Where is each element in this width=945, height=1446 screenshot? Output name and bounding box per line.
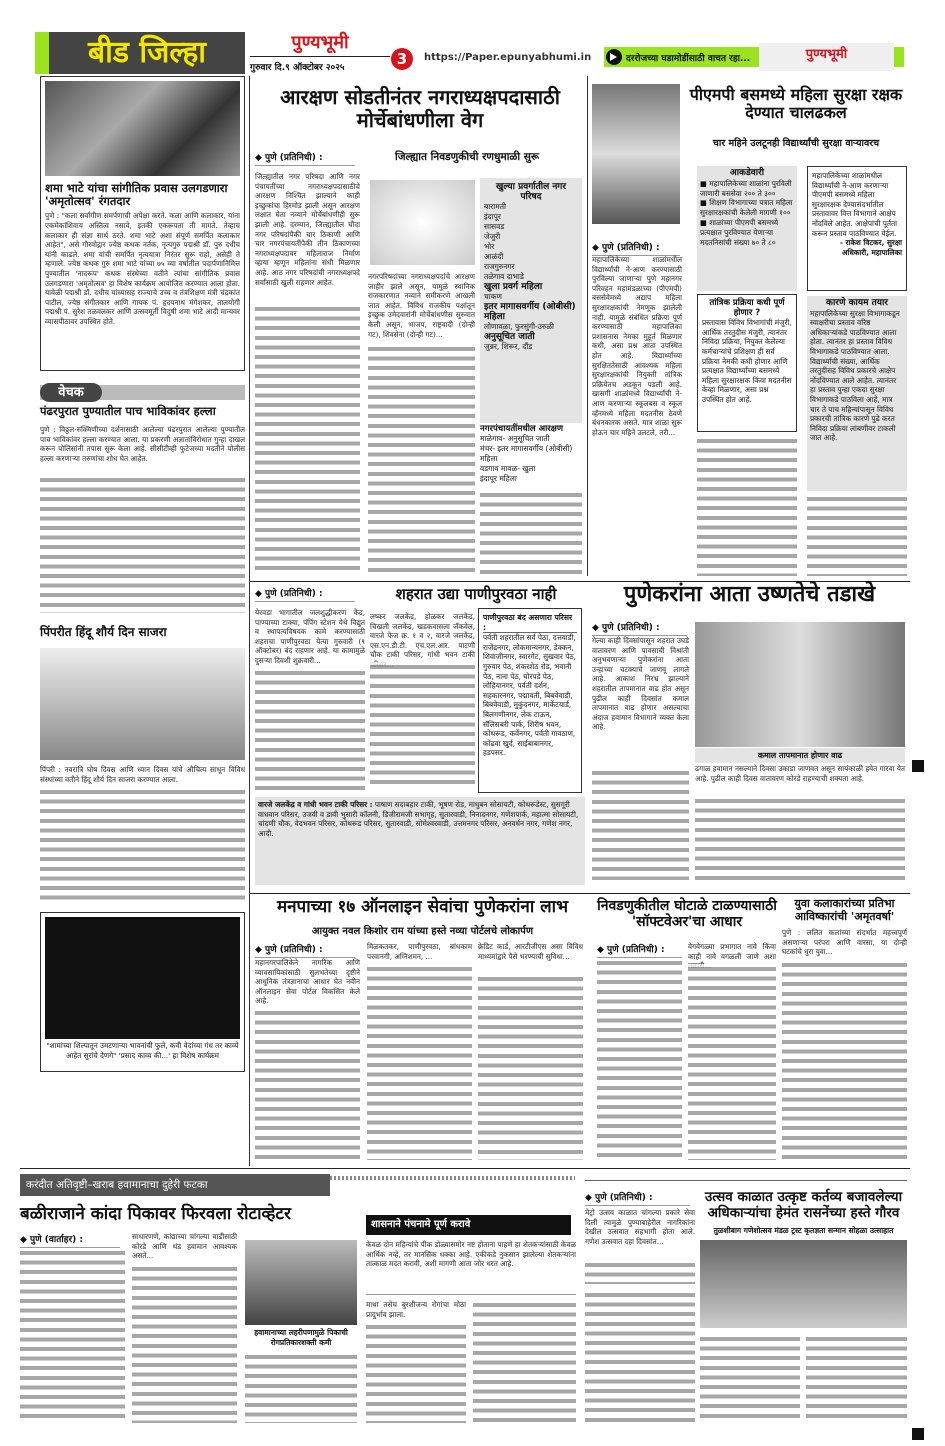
story-body-2: माथा तसेच बुरशीजन्य रोगांचा मोठा प्रादुर्भाव झाला. [366,1300,466,1319]
reasons-box: कारणे कायम तयार महापालिकेच्या सुरक्षा विभागाकडून स्वाक्षरीचा प्रस्ताव वरिष्ठ अधिकाऱ्यांकडे पाठविण्यात आला होता. त्यानंतर हा प्रस्ताव विविध विभागाकडे पाठविण्यात आला. विद्यार्थ्यांची संख्या, आर्थिक तरतुदीसह विविध प्रकारचे आक्षेप नोंदविण्यात आले आहेत. त्यानंतर हा प्रस्ताव पुन्हा एकदा सुरक्षा विभागाकडे पाठविला आहे, मात्र चार ते पाच महिन्यांपासून विविध प्रकारची तांत्रिक कारणे पुढे करत निविदा प्रक्रिया लांबणीवर टाकली जात आहे. [807,296,907,491]
headline: बळीराजाने कांदा पिकावर फिरवला रोटाव्हेटर [20,1204,291,1224]
byline: ◆ पुणे (प्रतिनिधी) : [592,620,687,636]
photo-caption: "शामांच्या शिल्पातून उमटणाऱ्या भावनांची फुले, कवी वेदांच्या गंध तर काव्ये आहेत सुरांचे देणगे" 'प्रसाद काव्य की...' हा विशेष कार्यक्रम [46,1041,239,1060]
subhead: चार महिने उलटूनही विद्यार्थ्यांची सुरक्षा वाऱ्यावरच [712,138,880,149]
box-text: केवळ दोन महिन्यांचे पीक डोळ्यासमोर नष्ट होताना पाहणे हा शेतकऱ्यांसाठी केवळ आर्थिक नव्हे, तर मानसिक धक्का आहे. एकीकडे नुकसान झालेल्या शेतकऱ्यांना तात्काळ मदत करावी, अशी मागणी आता जोर धरत आहे. [366,1240,576,1269]
byline: ◆ पुणे (प्रतिनिधी) : [597,942,682,958]
story-photo [45,81,240,176]
story-body-3: क्रेडिट कार्ड, आरटीजीएस असा विविध माध्यमांद्वारे पैसे भरण्याची सुविधा... [478,942,583,961]
list-item: भोर [484,242,495,251]
section-tag: वेचक [40,383,102,402]
section-title: बीड जिल्हा [49,32,245,74]
story-body: पिंपरी : नवरात्रि घोष दिवस आणि ध्यान दिवस यांचे औचित्य साधून विविध संस्थांच्या वतीने हिंदू शौर्य दिन साजरा करण्यात आला. [40,765,245,784]
issue-date: गुरुवार दि.९ ऑक्टोबर २०२५ [250,63,345,73]
drama-photo-box [40,912,245,1072]
list-item: माळेगाव- अनुसूचित जाती [480,434,550,443]
story-body: गेल्या काही दिवसांपासून शहरात उघडे वातावरण आणि पावसाची विश्रांती अनुभवणाऱ्या पुणेकरांना आता उन्हाच्या चटक्याचे जाणवू लागले आहे. आकाश निरभ्र झाल्याने शहरातील तापमानात वाढ होत असून पुढील काही दिवसांत कमाल तापमानात वाढ होणार असल्याचा अंदाज हवामान विभागाने व्यक्त केला आहे. [592,636,689,732]
headline: पुणेकरांना आता उष्णतेचे तडाखे [623,582,876,607]
list-item: इंदापूर [484,212,501,221]
byline: ◆ पुणे (प्रतिनिधी) : [592,240,680,256]
headline: युवा कलाकारांच्या प्रतिभा आविष्कारांची 'अमृतवर्षा' [794,897,895,923]
process-box: तांत्रिक प्रक्रिया कधी पूर्ण होणार ? प्रस्तावास विविध विभागांची मंजुरी, आर्थिक तरतुदीस मंजुरी, त्यानंतर निविदा प्रक्रिया, नियुक्त केलेल्या कर्मचाऱ्यांचे प्रशिक्षण ही सर्व प्रक्रिया नेमकी कधी होणार आणि प्रत्यक्षात विद्यार्थ्यांच्या बसमध्ये महिला सुरक्षारक्षक किंवा मदतनीस केव्हा मिळणार, असा प्रश्न उपस्थित होत आहे. [697,294,797,432]
play-triangle-icon [610,53,617,61]
story-body: साधारणणे, कांद्याच्या चांगल्या वाढीसाठी कोरडे आणि थंड हवामान आवश्यक असते... [132,1232,237,1261]
quote-box: महापालिकेच्या शाळांमधील विद्यार्थ्यांची ने-आण करणाऱ्या पीएमपी बसमध्ये महिला सुरक्षारक्षक देण्यासंदर्भातील प्रस्तावावर वित्त विभागाने आक्षेप नोंदविले आहेत. आक्षेपांची पूर्तता करून प्रस्ताव पाठविण्यात येईल. - राकेश विटकर, सुरक्षा अधिकारी, महापालिका [807,166,907,291]
heat-photo [695,622,905,747]
list-item: आळंदी [484,252,504,261]
headline: आरक्षण सोडतीनंतर नगराध्यक्षपदासाठी मोर्चेबांधणीला वेग [280,85,560,132]
story-body: मेट्रो उत्सव काळात चांगल्या प्रकारे सेवा दिली त्यामुळे पुण्याबाहेरील नागरिकांना देखील उत्सवात सहभागी होता आले. गणेश उत्सवात दहा दिवसांत... [585,1208,695,1246]
story-body: वेगवेगळ्या प्रभागात नावे किंवा काही नावे वगळली जाणे अशा [688,942,776,961]
byline: ◆ पुणे (प्रतिनिधी) : [255,150,355,166]
list-item: बारामती [484,202,506,211]
subhead: तुळशीबाग गणेशोत्सव मंडळ ट्रस्ट कृतज्ञता सन्मान सोहळा उत्साहात [713,1226,894,1235]
story-body-2: लष्कर जलकेंद्र, होळकर जलकेंद्र, चिखली जलकेंद्र, खडकवासला जॅकवेल, वारजे फेज क्र. १ व २, वारजे जलकेंद्र, एस.एन.डी.टी. एच.एल.आर. पाटणी चौक टाकी परिसर, गांधी भवन टाकी [370,612,475,660]
award-photo [700,1240,907,1328]
story-body: पुणे : विठ्ठल-रुक्मिणीच्या दर्शनासाठी आलेल्या पंढरपुरात आलेल्या पुण्यातील पाच भाविकांवर हल्ला करण्यात आला. या प्रकरणी अज्ञातांविरोधात गुन्हा दाखल करून पोलिसांनी तपास सुरू केला आहे. सीसीटीव्ही फुटेजच्या मदतीने पोलीस हल्ला करणाऱ्या तरुणांचा शोध घेत आहेत. [40,425,245,463]
story-body-2: ढगाळ हवामान नसल्याने दिवसा उकाडा जाणवत असून सायंकाळी हवेत गारवा येत आहे. पुढील काही दिवस वातावरण कोरडे राहण्याची शक्यता आहे. [695,764,905,783]
promo-bar [604,47,904,67]
byline: ◆ पुणे (वार्ताहर) : [20,1232,120,1248]
story-body-2: नगरपरिषदांच्या नगराध्यक्षपदांचे आरक्षण जाहीर झाले असून, यामुळे स्थानिक राजकारणात नव्याने समीकरणे आखली जात आहेत. विविध राजकीय पक्षांतून इच्छुक उमेदवारांनी मोर्चेबांधणीस सुरुवात केली असून, भाजप, राष्ट्रवादी (दोन्ही गट), शिवसेना (दोन्ही गट)... [368,272,475,339]
water-areas-box: पाणीपुरवठा बंद असणारा परिसर : पर्वती शहरातील सर्व पेठा, दत्तवाडी, राजेंद्रनगर, लोकमान्यनगर, डेक्कन, शिवाजीनगर, स्वारगेट, सुखवार पेठ, गुरुवार पेठ, शंकरशेठ रोड, भवानी पेठ, नाना पेठ, घोरपडे पेठ, लोहियानगर, पर्वती दर्शन, सहकारनगर, पद्मावती, बिबवेवाडी, बिबवेवाडी, मुकुंदनगर, मार्केटयार्ड, बिलगणीनगर, लेक टाऊन, सॅलिसबरी पार्क, शिरीष भवन, कोथरूड, कर्वेनगर, पर्वती गावठाण, कोंढवा खुर्द, साईबाबानगर, हडपसर. [478,608,582,793]
promo-logo: पुण्यभूमी [759,43,894,71]
subhead: आयुक्त नवल किशोर राम यांच्या हस्ते नव्या पोर्टलचे लोकार्पण [311,926,534,937]
story-body: जिल्ह्यातील नगर परिषदा आणि नगर पंचायतींच्या नगराध्यक्षपदासाठीचे आरक्षण निश्चित झाल्याने काही इच्छुकांचा हिरमोड झाली असून आरक्षण लक्षात घेता नव्याने मोर्चेबांधणीही सुरू झाली आहे. दरम्यान, जिल्ह्यातील चौदा नगर परिषदांपैकी चार ठिकाणी आणि चार नगरपंचायतींपैकी तीन ठिकाणच्या नगराध्यक्षपदावर महिलाराज निर्माण व्हाया म्हणून महिलांना संधी मिळणार आहे. आठ नगर परिषदांची नगराध्यक्षपदे सर्वांसाठी खुली राहणार आहेत. [255,172,360,287]
np-reservation: नगरपंचायतींमधील आरक्षण माळेगाव- अनुसूचित जाती मंचर- इतर मागासवर्गीय (ओबीसी) महिला वडगाव मावळ- खुला इंदापूर महिला [480,424,582,484]
warje-areas-box: वारजे जलकेंद्र व गांधी भवन टाकी परिसर : पाषाण सदाबहार टाकी, भूषण रोड, माधुबन सोसायटी, कोथरूडेस्ट, सुसगूरी वाधवान परिसर, उजवी व डावी भुसारी कॉलनी, डिजीरामजी सभागृह, सुतारवाडी, निनादनगर, गणेशपार्क, महात्मा सोसायटी, चांदणी चौक, वेदभवन परिसर, कोथरूड परिसर, सुतारवाडी, सोमेश्वरवाडी, उत्तमनगर परिसर, अनवर्धन नगर, गणेश नगर, आदी. [255,797,585,885]
section-tag: करंदीत अतिवृष्टी–खराब हवामानाचा दुहेरी फटका [20,1174,330,1196]
list-item: इंदापूर महिला [480,474,517,483]
list-item: राजगुरुनगर [484,262,515,271]
headline: पीएमपी बसमध्ये महिला सुरक्षा रक्षक देण्यात चालढकल [689,85,903,123]
story-body: येरवडा भागातील जलशुद्धीकरण केंद्र, पाण्याच्या टाक्या, पंपिंग स्टेशन येथे विद्युत व स्थापत्यविषयक कामे करण्यासाठी शहराचा पाणीपुरवठा येत्या गुरुवारी (९ ऑक्टोबर) बंद राहणार आहे. या कामामुळे दुसऱ्या दिवशी शुक्रवारी... [255,608,365,665]
story-shama [40,76,245,371]
headline: पिंपरीत हिंदू शौर्य दिन साजरा [40,625,167,639]
list-item: जेजुरी [484,232,501,241]
story-photo [40,648,245,760]
epaper-url[interactable]: https://Paper.epunyabhumi.in [424,52,592,63]
byline: ◆ पुणे (प्रतिनिधी) : [255,586,355,602]
story-body: महापालिकेच्या शाळांमधील विद्यार्थ्यांची ने-आण करण्यासाठी पुरविल्या जाणाऱ्या पुणे महानगर परिवहन महामंडळाच्या (पीएमपी) बससेवेमध्ये अद्याप महिला सुरक्षारक्षकांची नेमणूक झालेली नाही. यामुळे संबंधित प्रक्रिया पूर्ण करण्यासाठी महापालिका प्रशासनास नेमका मुहूर्त मिळणार कधी, असा प्रश्न आता उपस्थित होत आहे. विद्यार्थ्यांच्या सुरक्षिततेसाठी आवश्यक महिला सुरक्षारक्षकांची नियुक्ती तांत्रिक प्रक्रियेतच अडकून पडली आहे. खासगी शाळांमध्ये विद्यार्थ्यांची ने-आण करणाऱ्या स्कूलबस व स्कूल व्हॅनमध्ये महिला मदतनीस ठेवणे बंधनकारक असते. मात्र शाळा सुरू होऊन चार महिने उलटले, तरी... [592,255,682,437]
headline: शमा भाटे यांचा सांगीतिक प्रवास उलगडणारा 'अमृतोत्सव' रंगतदार [45,181,228,209]
voting-hands-photo [370,180,475,265]
story-body-2: मिळकतकर, पाणीपुरवठा, बांधकाम परवानगी, अग्निशमन, ... [367,942,472,961]
subhead: जिल्ह्यात निवडणुकीची रणधुमाळी सुरू [395,151,540,163]
headline: निवडणुकीतील घोटाळे टाळण्यासाठी 'सॉफ्टवेअर'चा आधार [597,898,777,931]
story-body: पुणे : ललित कलांच्या संदर्भात महत्त्वपूर्ण असणाऱ्या परंपरा आणि वारसा, या दोन्ही घटकांचे धुरा युवा... [782,928,907,957]
box-title: शासनाने पंचनामे पूर्ण करावे [366,1215,571,1235]
page-number-badge: 3 [391,48,413,70]
reservation-sidebar: खुल्या प्रवर्गातील नगर परिषद बारामती इंदापूर सासवड जेजुरी भोर आळंदी राजगुरुनगर तळेगाव दाभाडे खुला प्रवर्ग महिला चाकण इतर मागासवर्गीय (ओबीसी) महिला लोणावळा, फुरसुंगी-उरुळी अनुसूचित जाती जुन्नर, शिरूर, दौंड [480,178,582,423]
story-body: महानगरपालिकेने नागरिक आणि व्यावसायिकांसाठी सुलभतेच्या दृष्टीने आधुनिक तंत्रज्ञानाचा आधार घेत नवीन ऑनलाइन सेवा पोर्टल विकसित केले आहे. [255,958,360,1006]
byline: ◆ पुणे (प्रतिनिधी) : [585,1190,690,1206]
headline: पंढरपुरात पुण्यातील पाच भाविकांवर हल्ला [40,404,216,418]
headline: उत्सव काळात उत्कृष्ट कर्तव्य बजावलेल्या अधिकाऱ्यांचा हेमंत रासनेंच्या हस्ते गौरव [704,1189,903,1221]
list-item: तळेगाव दाभाडे [484,272,524,281]
list-item: सासवड [484,222,505,231]
bus-photo [592,84,680,224]
headline: मनपाच्या १७ ऑनलाइन सेवांचा पुणेकरांना लाभ [276,897,569,917]
logo: पुण्यभूमी [291,32,349,53]
section-accent [35,32,49,74]
list-item: मंचर- इतर मागासवर्गीय (ओबीसी) महिला [480,444,573,463]
story-photo [45,917,240,1039]
byline: ◆ पुणे (प्रतिनिधी) : [255,942,355,958]
stats-box: आकडेवारी ■ महापालिकेच्या शाळांना पुरविली जाणारी बससेवा २०० ते ३०० ■ शिक्षण विभागाच्या पत्रात महिला सुरक्षारक्षकांची केलेली मागणी १०० ■ शाळांच्या पीएमपी बसमध्ये प्रत्यक्षात पुरविण्यात येणाऱ्या मदतनिसांची संख्या ७० ते ८० [697,166,797,291]
onion-field-photo [245,1240,357,1325]
story-body: पुणे : "कला सर्वांगीण समर्पणाची अपेक्षा करते. कला आणि कलाकार, यांना एकमेकांशिवाय अस्तित्व नसावे, इतकी एकरूपता ती मागते. तेव्हाच कलाकार ही संज्ञा सार्थ ठरते. शमा भाटे अशा संपूर्ण समर्पित कलाकार आहेत", असे गौरवोद्गार ज्येष्ठ कथक नर्तक, नृत्यगुरु पद्मश्री डॉ. पुरु दधीच यांनी काढले. शमा यांची समर्पित नृत्ययात्रा निरंतर सुरू राहो, असेही ते म्हणाले. ज्येष्ठ कथक गुरु शमा भाटे यांच्या ७५ व्या वर्षातील पदार्पणानिमित्त पुण्यातील 'नादरूप' कथक संस्थेच्या वतीने त्यांचा सांगीतिक प्रवास उलगडणारा 'अमृतोत्सव' हा विशेष कार्यक्रम आयोजित करण्यात आला होता. यावेळी पद्मश्री डॉ. दधीच यांच्यासह राज्याचे उच्च व तंत्रशिक्षण मंत्री चंद्रकांत पाटील, ज्येष्ठ संगीतकार आणि गायक पं. हृदयनाथ मंगेशकर, तालयोगी पद्मश्री पं. सुरेश तळवलकर आणि उत्सवमूर्ती विदुषी शमा भाटे आदी मान्यवर व्यासपीठावर उपस्थित होते. [45,211,240,326]
list-item: वडगाव मावळ- खुला [480,464,536,473]
promo-text: दररोजच्या घडामोडींसाठी वाचत रहा... [626,54,751,64]
photo-caption: कमाल तापमानात होणार वाढ [695,748,905,763]
photo-caption: हवामानाच्या लहरीपणामुळे पिकाची रोगप्रतिकारशक्ती कमी [254,1328,348,1347]
headline: शहरात उद्या पाणीपुरवठा नाही [395,585,557,603]
